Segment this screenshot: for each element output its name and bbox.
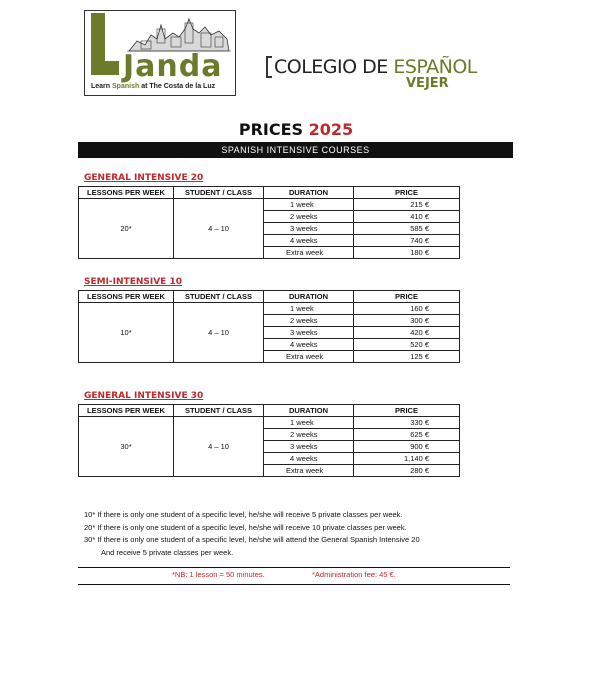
- duration-cell: 3 weeks: [264, 327, 354, 339]
- table-row: [79, 303, 460, 315]
- price-cell: 180 €: [354, 247, 460, 259]
- course-title: GENERAL INTENSIVE 20: [84, 173, 204, 183]
- price-table: [78, 290, 460, 363]
- price-cell: 215 €: [354, 199, 460, 211]
- colegio-town: VEJER: [406, 76, 449, 91]
- lessons-cell: 10*: [79, 303, 174, 363]
- price-cell: 420 €: [354, 327, 460, 339]
- column-header: PRICE: [354, 291, 460, 303]
- table-header-row: [79, 405, 460, 417]
- section-banner: SPANISH INTENSIVE COURSES: [78, 142, 513, 158]
- duration-cell: 3 weeks: [264, 441, 354, 453]
- course-title: GENERAL INTENSIVE 30: [84, 391, 204, 401]
- duration-cell: 2 weeks: [264, 315, 354, 327]
- admin-fee-note: *Administration fee: 45 €.: [312, 570, 396, 579]
- duration-cell: 1 week: [264, 303, 354, 315]
- column-header: LESSONS PER WEEK: [79, 291, 174, 303]
- price-cell: 520 €: [354, 339, 460, 351]
- logo-wordmark: Janda: [123, 49, 223, 84]
- price-cell: 300 €: [354, 315, 460, 327]
- column-header: STUDENT / CLASS: [174, 187, 264, 199]
- price-cell: 280 €: [354, 465, 460, 477]
- price-cell: 740 €: [354, 235, 460, 247]
- footnote: 20* If there is only one student of a specific level, he/she will receive 10 private classes per week.: [84, 522, 407, 532]
- footnote: 10* If there is only one student of a specific level, he/she will receive 5 private classes per week.: [84, 510, 403, 519]
- price-cell: 585 €: [354, 223, 460, 235]
- duration-cell: 3 weeks: [264, 223, 354, 235]
- colegio-name: COLEGIO DE ESPAÑOL: [274, 56, 477, 78]
- lesson-duration-note: *NB: 1 lesson = 50 minutes.: [172, 570, 265, 579]
- school-logo: [84, 10, 236, 96]
- footnotes: [84, 509, 514, 559]
- duration-cell: 1 week: [264, 417, 354, 429]
- divider: [78, 567, 510, 568]
- price-cell: 410 €: [354, 211, 460, 223]
- duration-cell: 4 weeks: [264, 453, 354, 465]
- price-cell: 1,140 €: [354, 453, 460, 465]
- price-cell: 125 €: [354, 351, 460, 363]
- column-header: PRICE: [354, 405, 460, 417]
- students-cell: 4 – 10: [174, 199, 264, 259]
- students-cell: 4 – 10: [174, 303, 264, 363]
- duration-cell: Extra week: [264, 465, 354, 477]
- logo-letter-mark: [91, 13, 121, 77]
- footnote: 30* If there is only one student of a specific level, he/she will attend the General Spanish Intensive 20: [84, 535, 420, 544]
- footnote: And receive 5 private classes per week.: [101, 547, 234, 557]
- column-header: DURATION: [264, 291, 354, 303]
- table-header-row: [79, 187, 460, 199]
- course-title: SEMI-INTENSIVE 10: [84, 277, 182, 287]
- price-cell: 160 €: [354, 303, 460, 315]
- duration-cell: 4 weeks: [264, 339, 354, 351]
- logo-tagline: Learn Spanish at The Costa de la Luz: [91, 83, 216, 90]
- price-table: [78, 186, 460, 259]
- page-title: PRICES 2025: [238, 120, 354, 139]
- lessons-cell: 30*: [79, 417, 174, 477]
- duration-cell: 2 weeks: [264, 211, 354, 223]
- column-header: STUDENT / CLASS: [174, 291, 264, 303]
- price-table: [78, 404, 460, 477]
- students-cell: 4 – 10: [174, 417, 264, 477]
- column-header: DURATION: [264, 187, 354, 199]
- town-illustration-icon: [127, 15, 231, 53]
- duration-cell: 2 weeks: [264, 429, 354, 441]
- column-header: STUDENT / CLASS: [174, 405, 264, 417]
- divider: [78, 584, 510, 585]
- price-cell: 330 €: [354, 417, 460, 429]
- table-row: [79, 417, 460, 429]
- colegio-logo-bracket: [266, 56, 272, 78]
- duration-cell: Extra week: [264, 247, 354, 259]
- duration-cell: 4 weeks: [264, 235, 354, 247]
- duration-cell: Extra week: [264, 351, 354, 363]
- price-cell: 900 €: [354, 441, 460, 453]
- table-header-row: [79, 291, 460, 303]
- price-cell: 625 €: [354, 429, 460, 441]
- column-header: DURATION: [264, 405, 354, 417]
- lessons-cell: 20*: [79, 199, 174, 259]
- column-header: LESSONS PER WEEK: [79, 187, 174, 199]
- duration-cell: 1 week: [264, 199, 354, 211]
- column-header: LESSONS PER WEEK: [79, 405, 174, 417]
- table-row: [79, 199, 460, 211]
- column-header: PRICE: [354, 187, 460, 199]
